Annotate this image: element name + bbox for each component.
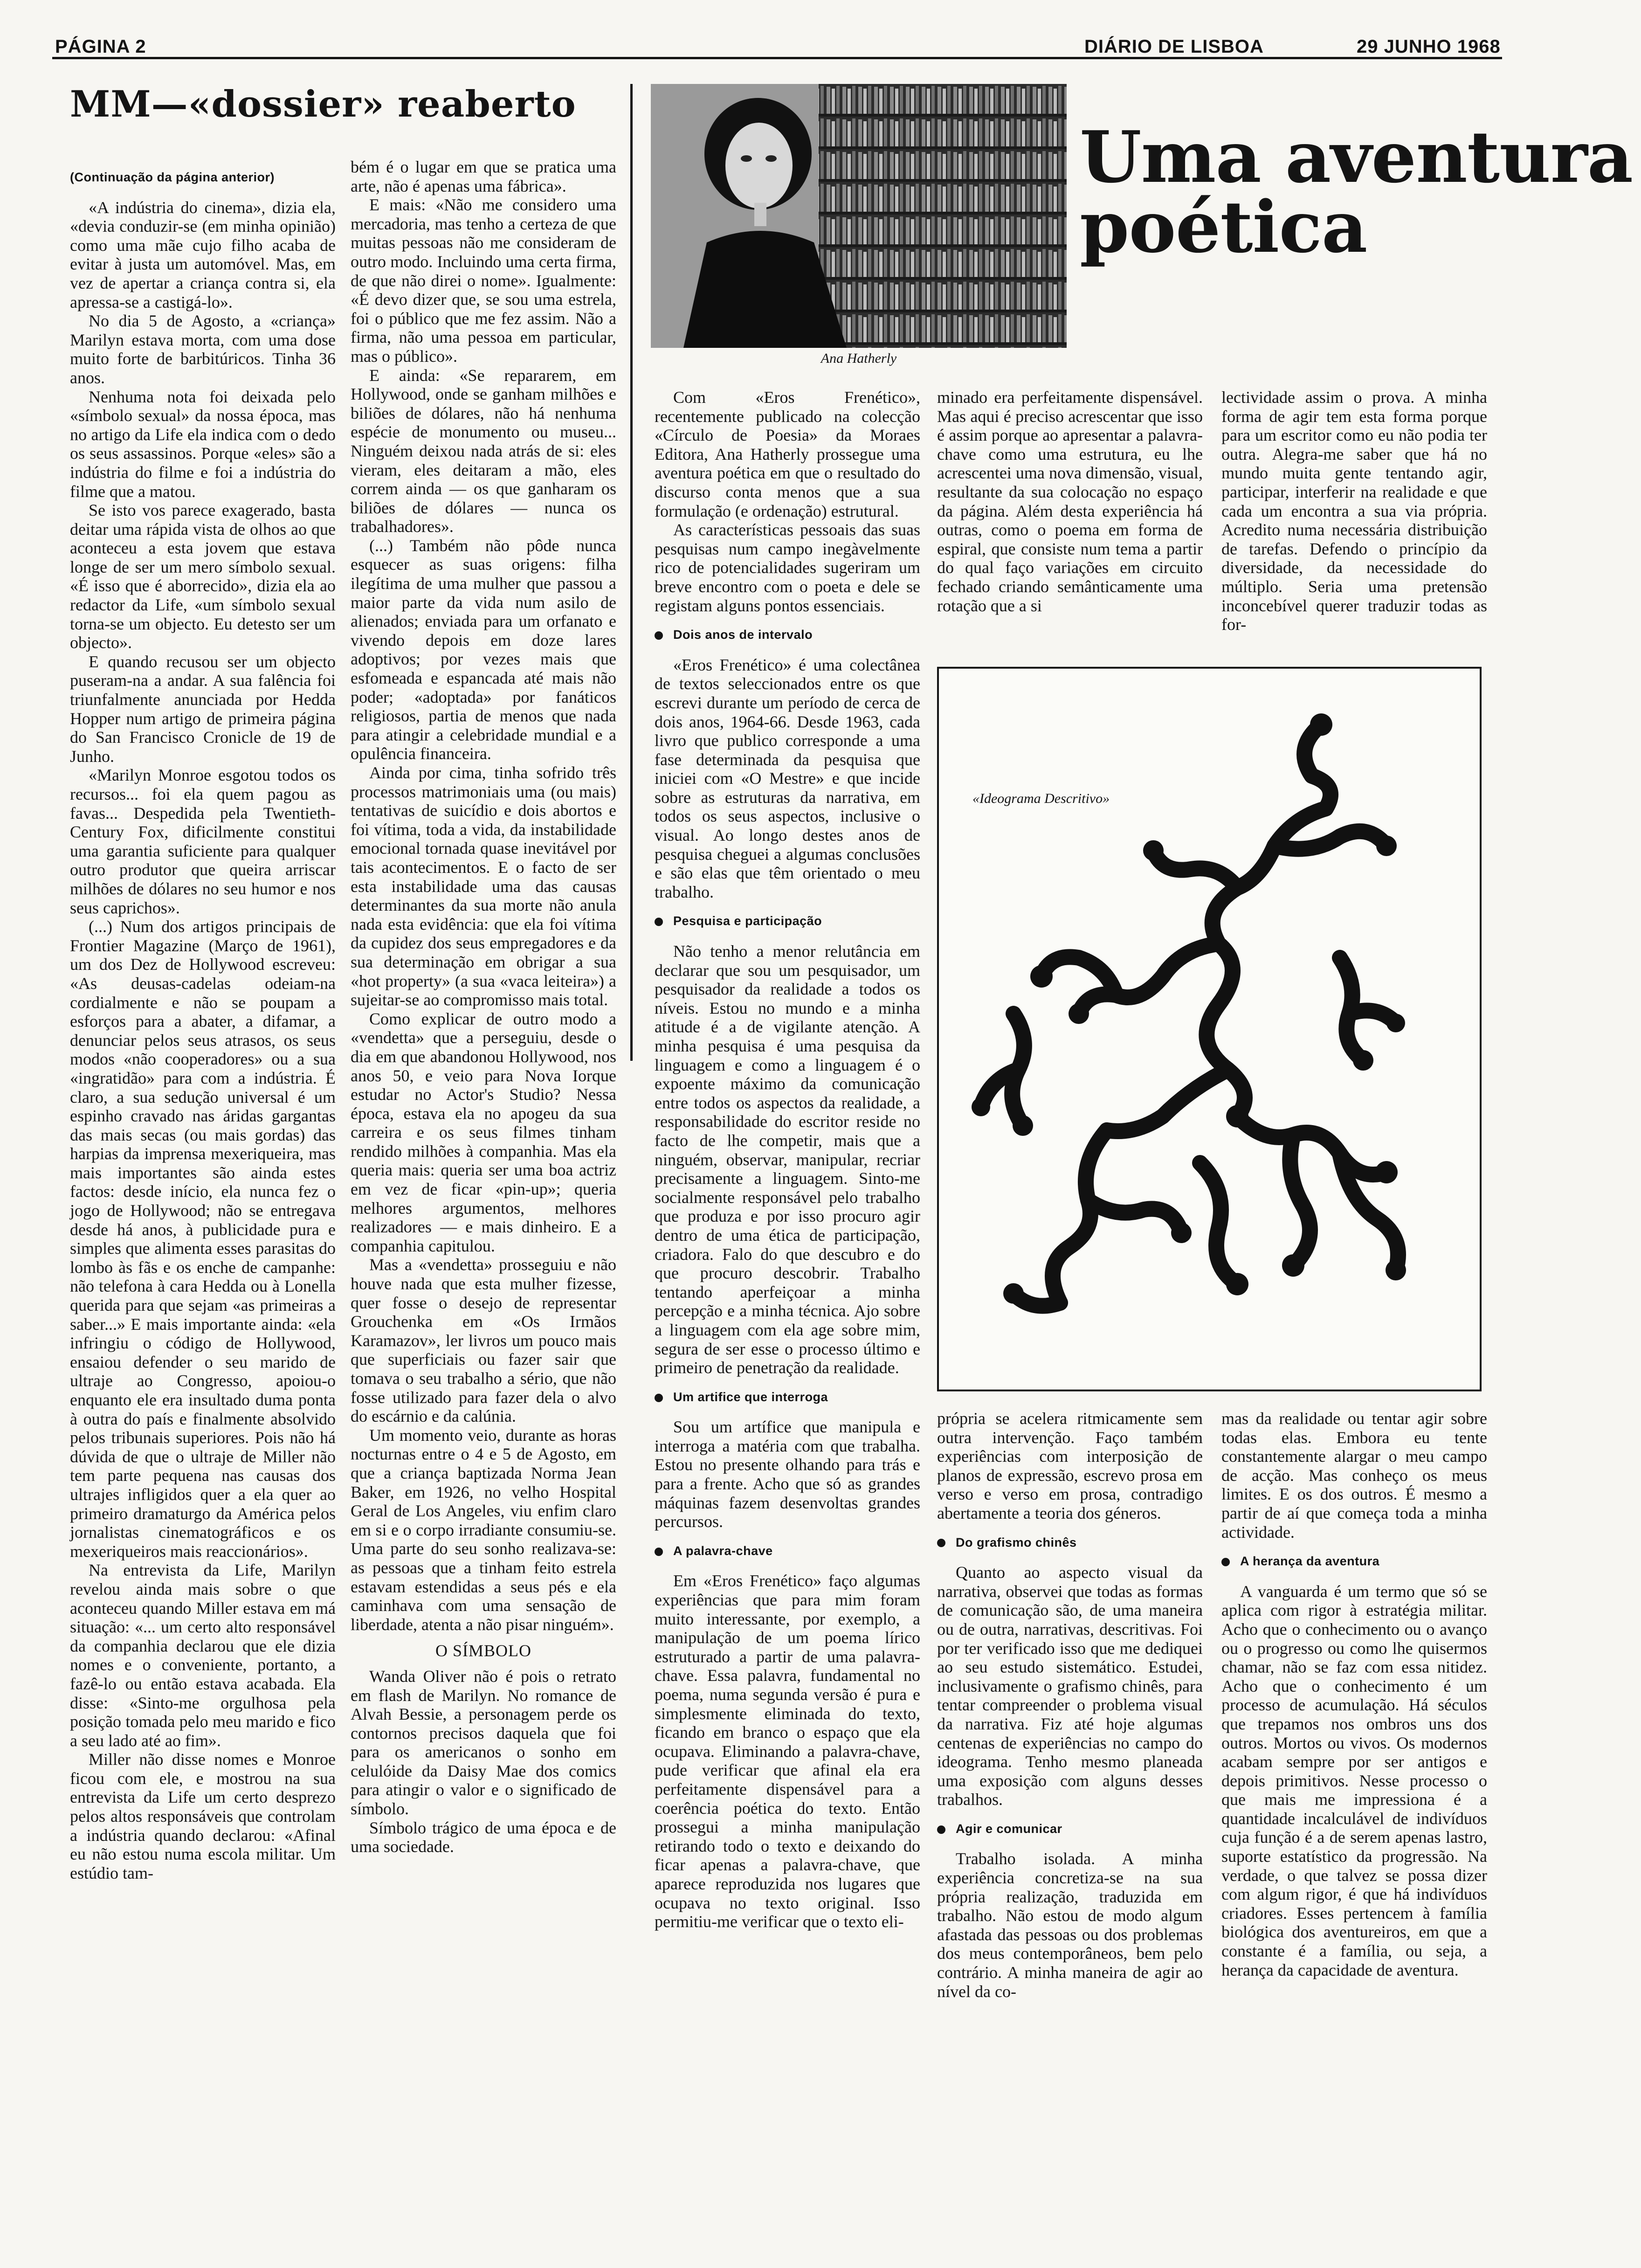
aventura-column-b-bottom (937, 1409, 1203, 2048)
paragraph: E quando recusou ser um objecto puseram-na a andar. A sua falência foi triunfalmente anunciada por Hedda Hopper num artigo de primeira página do San Francisco Cronicle de 19 de Junho. (70, 652, 336, 766)
section-subheading: Dois anos de intervalo (655, 625, 920, 644)
paragraph: (...) Também não pôde nunca esquecer as suas origens: filha ilegítima de uma mulher que passou a maior parte da vida num asilo de alienados; enviada para um orfanato e vivendo depois em doze lares adoptivos; por vezes mais que esfomeada e espancada até mais não poder; «adoptada» por fanáticos religiosos, partia de menos que nada para atingir a celebridade mundial e a opulência financeira. (351, 536, 616, 763)
paragraph: A vanguarda é um termo que só se aplica com rigor à estratégia militar. Acho que o conhecimento ou o avanço ou o progresso ou como lhe quisermos chamar, não se faz com essa nitidez. Acho que o conhecimento é um processo de acumulação. Há séculos que trepamos nos ombros uns dos outros. Mortos ou vivos. Os modernos acabam sempre por ser antigos e depois primitivos. Nesse processo o que mais me impressiona é a quantidade incalculável de indivíduos cuja função é a de serem apenas lastro, suporte estatístico da progressão. Na verdade, o que talvez se possa dizer com algum rigor, é que há indivíduos criadores. Esses pertencem à família biológica dos aventureiros, em que a constante é a família, ou seja, a herança da capacidade de aventura. (1221, 1582, 1487, 1979)
paragraph: Na entrevista da Life, Marilyn revelou ainda mais sobre o que aconteceu quando Miller estava em má situação: «... um certo alto responsável da companhia declarou que ele dizia nomes e o conveniente, portanto, a fazê-lo ou então estava acabada. Ela disse: «Sinto-me orgulhosa pela posição tomada pelo meu marido e fico a seu lado até ao fim». (70, 1561, 336, 1750)
section-subheading: A palavra-chave (655, 1542, 920, 1561)
mm-column-1 (70, 158, 336, 1967)
section-subheading: A herança da aventura (1221, 1552, 1487, 1571)
paragraph: Símbolo trágico de uma época e de uma sociedade. (351, 1818, 616, 1856)
paragraph: Nenhuma nota foi deixada pelo «símbolo sexual» da nossa época, mas no artigo da Life ela indica com o dedo os seus assassinos. Porque «eles» são a indústria do filme e foi a indústria do filme que a matou. (70, 387, 336, 501)
paragraph: mas da realidade ou tentar agir sobre todas elas. Embora eu tente constantemente alargar o meu campo de acção. Mas conheço os meus limites. E os dos outros. É mesmo a partir de aí que começa toda a minha actividade. (1221, 1409, 1487, 1542)
bullet-icon (937, 1539, 945, 1547)
paragraph: Miller não disse nomes e Monroe ficou com ele, e mostrou na sua entrevista da Life um certo desprezo pelos altos responsáveis que controlam a indústria quando declarou: «Afinal eu não estou numa escola militar. Um estúdio tam- (70, 1750, 336, 1882)
bullet-icon (655, 918, 663, 926)
section-subheading: Agir e comunicar (937, 1819, 1203, 1839)
aventura-column-c-top (1221, 388, 1487, 654)
ideogram-drawing (939, 669, 1480, 1390)
issue-date: 29 JUNHO 1968 (1357, 36, 1501, 57)
paragraph: Não tenho a menor relutância em declarar que sou um pesquisador, um pesquisador da realidade a todos os níveis. Estou no mundo e a minha atitude é a de vigilante atenção. A minha pesquisa é uma pesquisa da linguagem e como a linguagem é o expoente máximo da comunicação entre todos os aspectos da realidade, a responsabilidade do escritor reside no facto de lhe competir, mais que a ninguém, observar, manipular, recriar precisamente a linguagem. Sinto-me socialmente responsável pelo trabalho que produza e por isso procuro agir dentro de uma ética de participação, criadora. Falo do que descubro e do que procuro descobrir. Trabalho tentando aperfeiçoar a minha percepção e a minha técnica. Ajo sobre a linguagem com ela age sobre mim, segura de ser esse o processo último e primeiro de penetração da realidade. (655, 942, 920, 1377)
mm-column-2 (351, 158, 616, 1967)
aventura-column-b-top (937, 388, 1203, 654)
bullet-icon (655, 1548, 663, 1556)
author-photo (651, 84, 1067, 348)
article-headline-aventura (1080, 115, 1633, 269)
masthead-rule (52, 57, 1502, 59)
section-subheading: Do grafismo chinês (937, 1533, 1203, 1552)
section-subheading: Pesquisa e participação (655, 912, 920, 931)
headline-line-2: poética (1080, 185, 1367, 269)
paragraph: E ainda: «Se repararem, em Hollywood, onde se ganham milhões e biliões de dólares, não há nenhuma espécie de monumento ou museu... Ninguém deixou nada atrás de si: eles vieram, eles deitaram a mão, eles correm ainda — os que ganharam os biliões de dólares — nunca os trabalhadores». (351, 366, 616, 536)
paragraph: Se isto vos parece exagerado, basta deitar uma rápida vista de olhos ao que aconteceu a esta jovem que estava longe de ser um mero símbolo sexual. «É isso que é aborrecido», dizia ela ao redactor da Life, «um símbolo sexual torna-se um objecto. Eu detesto ser um objecto». (70, 501, 336, 652)
paragraph: Trabalho isolada. A minha experiência concretiza-se na sua própria realização, traduzida em trabalho. Não estou de modo algum afastada das pessoas ou dos problemas dos meus contemporâneos, bem pelo contrário. A minha maneira de agir ao nível da co- (937, 1849, 1203, 2001)
bullet-icon (937, 1825, 945, 1834)
paragraph: «Marilyn Monroe esgotou todos os recursos... foi ela quem pagou as favas... Despedida pela Twentieth-Century Fox, dificilmente constitui uma garantia suficiente para qualquer outro produtor que queira arriscar milhões de dólares no seu humor e nos seus caprichos». (70, 766, 336, 917)
paragraph: Mas a «vendetta» prosseguiu e não houve nada que esta mulher fizesse, quer fosse o desejo de representar Grouchenka em «Os Irmãos Karamazov», ler livros um pouco mais que superficiais ou fazer sair que tomava o seu trabalho a sério, que não fosse utilizado para fazer dela o alvo do escárnio e da calúnia. (351, 1255, 616, 1426)
bullet-icon (655, 631, 663, 640)
page-number: PÁGINA 2 (55, 36, 146, 57)
headline-line-1: Uma aventura (1080, 115, 1633, 199)
paragraph: As características pessoais das suas pesquisas num campo inegàvelmente rico de potencialidades sugeriram um breve encontro com o poeta e dele se registam alguns pontos essenciais. (655, 520, 920, 615)
aventura-column-a (655, 388, 920, 2048)
paragraph: lectividade assim o prova. A minha forma de agir tem esta forma porque para um escritor como eu não podia ter outra. Alegra-me saber que há no mundo muita gente tentando agir, participar, interferir na realidade e que cada um encontra a sua via própria. Acredito numa necessária distribuição de tarefas. Defendo o princípio da diversidade, da necessidade do múltiplo. Seria uma pretensão inconcebível querer traduzir todas as for- (1221, 388, 1487, 634)
section-subheading: Um artifice que interroga (655, 1388, 920, 1407)
photo-caption: Ana Hatherly (820, 351, 897, 366)
paragraph: No dia 5 de Agosto, a «criança» Marilyn estava morta, com uma dose muito forte de barbitúricos. Tinha 36 anos. (70, 311, 336, 387)
paragraph: Um momento veio, durante as horas nocturnas entre o 4 e 5 de Agosto, em que a criança baptizada Norma Jean Baker, em 1926, no velho Hospital Geral de Los Angeles, viu enfim claro em si e o corpo irradiante consumiu-se. Uma parte do seu sonho realizava-se: as pessoas que a tinham feito estrela estavam estendidas a seus pés e ela caminhava com uma sensação de liberdade, atenta a não pisar ninguém». (351, 1425, 616, 1634)
figure-caption: «Ideograma Descritivo» (972, 791, 1110, 806)
paragraph: Em «Eros Frenético» faço algumas experiências que para mim foram muito interessante, por exemplo, a manipulação de um poema lírico estruturado a partir de uma palavra-chave. Essa palavra, fundamental no poema, numa segunda versão é pura e simplesmente eliminada do texto, ficando em branco o espaço que ela ocupava. Eliminando a palavra-chave, pude verificar que afinal ela era perfeitamente dispensável para a coerência poética do texto. Então prossegui a minha manipulação retirando todo o texto e deixando do ficar apenas a palavra-chave, que aparece reproduzida nos lugares que ocupava no texto original. Isso permitiu-me verificar que o texto eli- (655, 1571, 920, 1931)
paragraph: (...) Num dos artigos principais de Frontier Magazine (Março de 1961), um dos Dez de Hollywood escreveu: «As deusas-cadelas odeiam-na cordialmente e não se poupam a esforços para a abater, a difamar, a denunciar pelos seus atrasos, os seus modos «não cooperadores» ou a sua «ingratidão» para com a indústria. É claro, a sua sedução universal é um espinho cravado nas áridas gargantas das mais secas (ou mais gordas) das harpias da imprensa mexeriqueira, mas mais importantes são ainda estes factos: desde início, ela nunca fez o jogo de Hollywood; não se entregava desde há anos, à publicidade pura e simples que alimenta esses parasitas do lombo às fãs e os enche de campanhe: não telefona à cara Hedda ou à Lonella querida para que sejam «as primeiras a saber...» E mais importante ainda: «ela infringiu o código de Hollywood, ensaiou defender o seu marido de ultraje ao Congresso, apoiou-o enquanto ele era insultado duma ponta à outra do país e finalmente absolvido pelos tribunais superiores. Pois não há dúvida de que o ultraje de Miller não tem parte pequena nas causas dos ultrajes infligidos quer a ela quer ao primeiro dramaturgo da América pelos jornalistas cinematográficos e os mexeriqueiros mais reaccionários». (70, 917, 336, 1561)
section-heading: O SÍMBOLO (435, 1641, 531, 1660)
paragraph: Quanto ao aspecto visual da narrativa, observei que todas as formas de comunicação são, de uma maneira ou de outra, narrativas, descritivas. Foi por ter verificado isso que me dediquei ao seu estudo sistemático. Estudei, inclusivamente o grafismo chinês, para tentar compreender o problema visual da narrativa. Fiz até hoje algumas centenas de experiências no campo do ideograma. Tenho mesmo planeada uma exposição com alguns desses trabalhos. (937, 1563, 1203, 1809)
paragraph: minado era perfeitamente dispensável. Mas aqui é preciso acrescentar que isso é assim porque ao apresentar a palavra-chave como uma estrutura, eu lhe acrescentei uma nova dimensão, visual, resultante da sua colocação no espaço da página. Além desta experiência há outras, como o poema em forma de espiral, que consiste num tema a partir do qual faço variações em circuito fechado criando semânticamente uma rotação que a si (937, 388, 1203, 615)
paragraph: Wanda Oliver não é pois o retrato em flash de Marilyn. No romance de Alvah Bessie, a personagem perde os contornos precisos daquela que foi para os americanos o sonho em celulóide da Daisy Mae dos comics para atingir o valor e o significado de símbolo. (351, 1666, 616, 1819)
section-subheading: (Continuação da página anterior) (70, 170, 275, 184)
ideogram-figure (937, 667, 1482, 1391)
article-headline-mm: MM—«dossier» reaberto (70, 83, 576, 125)
aventura-column-c-bottom (1221, 1409, 1487, 2048)
paragraph: própria se acelera ritmicamente sem outra intervenção. Faço também experiências com interposição de planos de expressão, escrevo prosa em verso e verso em prosa, contradigo abertamente a teoria dos géneros. (937, 1409, 1203, 1522)
portrait-image (651, 84, 1067, 348)
paragraph: «Eros Frenético» é uma colectânea de textos seleccionados entre os que escrevi durante um período de cerca de dois anos, 1964-66. Desde 1963, cada livro que publico corresponde a uma fase determinada da pesquisa que iniciei com «O Mestre» e que incide sobre as estruturas da narrativa, em todos os seus aspectos, inclusive o visual. Ao longo destes anos de pesquisa cheguei a algumas conclusões e são elas que têm orientado o meu trabalho. (655, 655, 920, 901)
bullet-icon (1221, 1558, 1230, 1566)
paragraph: Ainda por cima, tinha sofrido três processos matrimoniais uma (ou mais) tentativas de suicídio e dois abortos e foi vítima, toda a vida, da instabilidade emocional tornada quase inevitável por tais acontecimentos. E o facto de ser esta instabilidade uma das causas determinantes da sua morte não anula nada esta evidência: que ela foi vítima da cupidez dos seus empregadores e da sua determinação em obrigar a sua «hot property» (a sua «vaca leiteira») a sujeitar-se ao compromisso mais total. (351, 763, 616, 1010)
paragraph: Sou um artífice que manipula e interroga a matéria com que trabalha. Estou no presente olhando para trás e para a frente. Acho que só as grandes máquinas fazem desenvoltas grandes percursos. (655, 1418, 920, 1531)
paragraph: E mais: «Não me considero uma mercadoria, mas tenho a certeza de que muitas pessoas não me consideram de outro modo. Incluindo uma certa firma, de que não direi o nome». Igualmente: «É devo dizer que, se sou uma estrela, foi o público que me fez assim. Não a firma, não uma pessoa em particular, mas o público». (351, 195, 616, 366)
paragraph: Com «Eros Frenético», recentemente publicado na colecção «Círculo de Poesia» da Moraes Editora, Ana Hatherly prossegue uma aventura poética em que o resultado do discurso conta menos que a sua formulação (e ordenação) estrutural. (655, 388, 920, 520)
bullet-icon (655, 1394, 663, 1402)
paragraph: «A indústria do cinema», dizia ela, «devia conduzir-se (em minha opinião) como uma mãe cujo filho acaba de evitar à justa um automóvel. Mas, em vez de apertar a criança contra si, ela apressa-se a castigá-lo». (70, 198, 336, 311)
paragraph: bém é o lugar em que se pratica uma arte, não é apenas uma fábrica». (351, 158, 616, 195)
column-divider (630, 84, 633, 1061)
paragraph: Como explicar de outro modo a «vendetta» que a perseguiu, desde o dia em que abandonou Hollywood, nos anos 50, e veio para Nova Iorque estudar no Actor's Studio? Nessa época, estava ela no apogeu da sua carreira e os seus filmes tinham rendido milhões à companhia. Mas ela queria mais: queria ser uma boa actriz em vez de ficar «pin-up»; queria melhores argumentos, melhores realizadores — e mais dinheiro. E a companhia capitulou. (351, 1009, 616, 1255)
newspaper-name: DIÁRIO DE LISBOA (1084, 36, 1264, 57)
